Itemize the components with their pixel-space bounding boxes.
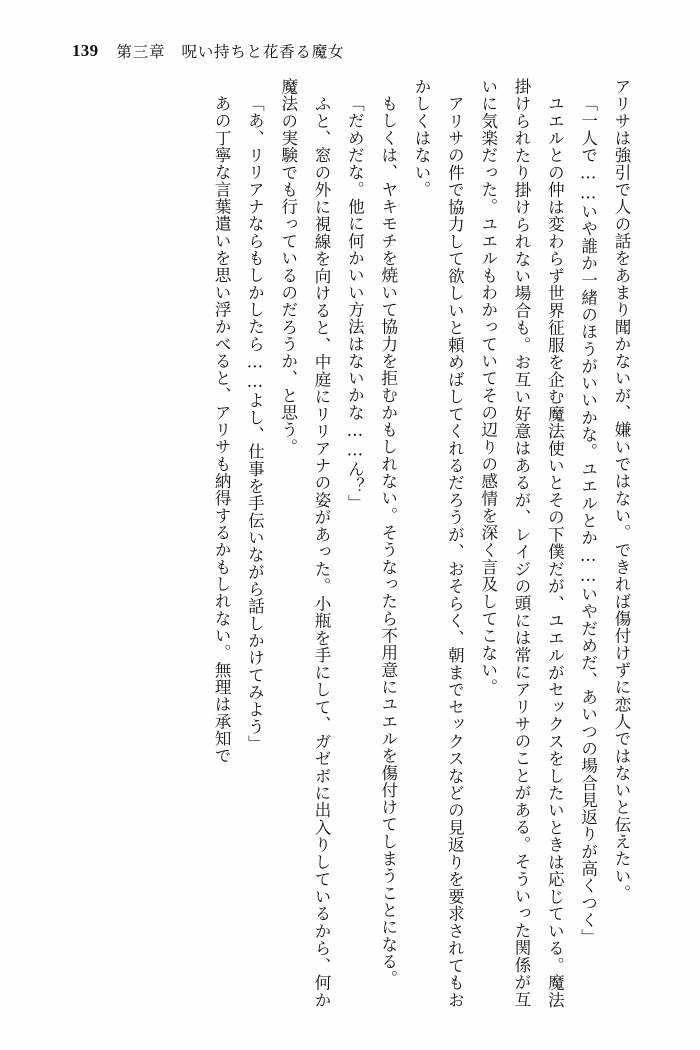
page-body-text xyxy=(60,78,638,1008)
paragraph: あの丁寧な言葉遣いを思い浮かべると、アリサも納得するかもしれない。無理は承知で xyxy=(212,94,232,764)
page-number: 139 xyxy=(72,41,99,60)
paragraph: ふと、窓の外に視線を向けると、中庭にリリアナの姿があった。小瓶を手にして、ガゼボに出入りしているから、何か魔法の実験でも行っているのだろうか、と思う。 xyxy=(278,78,332,1008)
paragraph: もしくは、ヤキモチを焼いて協力を拒むかもしれない。そうなったら不用意にユエルを傷付けてしまうことになる。 xyxy=(378,94,398,987)
paragraph: ユエルとの仲は変わらず世界征服を企む魔法使いとその下僕だが、ユエルがセックスをしたいときは応じている。魔法掛けられたり掛けられない場合も。お互い好意はあるが、レイジの頭には常にアリサのことがある。そういった関係が互いに気楽だった。ユエルもわかっていてその辺りの感情を深く言及してこない。 xyxy=(478,78,565,1008)
page-header xyxy=(72,38,628,64)
paragraph: アリサは強引で人の話をあまり聞かないが、嫌いではない。できれば傷付けずに恋人ではないと伝えたい。 xyxy=(612,78,631,902)
paragraph: アリサの件で協力して欲しいと頼めばしてくれるだろうが、おそらく、朝までセックスなどの見返りを要求されてもおかしくはない。 xyxy=(412,78,465,1008)
chapter-title: 第三章 呪い持ちと花香る魔女 xyxy=(116,43,345,61)
paragraph: 「だめだな。他に何かいい方法はないかな……ん？」 xyxy=(345,94,365,512)
paragraph: 「あ、リリアナならもしかしたら……よし、仕事を手伝いながら話しかけてみよう」 xyxy=(245,94,265,752)
paragraph: 「一人で……いや誰か一緒のほうがいいかな。ユエルとか……いやだめだ、あいつの場合見返りが高くつく」 xyxy=(578,94,598,946)
